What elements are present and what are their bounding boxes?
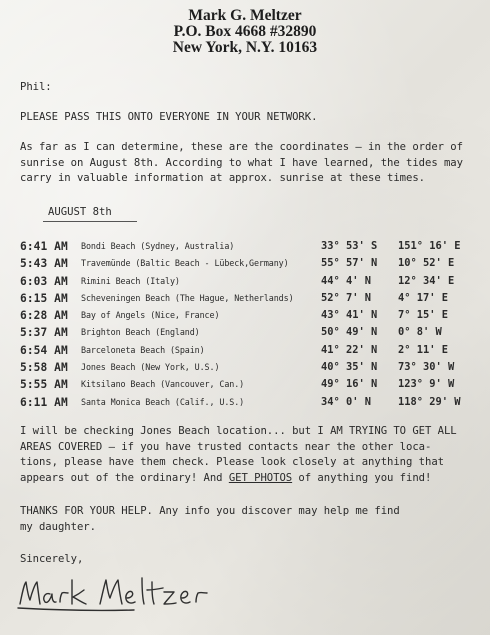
coordinates-table [20,240,482,413]
latitude: 55° 57' N [321,257,378,270]
body-line: AREAS COVERED – if you have trusted contacts near the other loca- [20,440,432,453]
thanks-line: THANKS FOR YOUR HELP. Any info you discover may help me find [20,505,400,517]
location-name: Rimini Beach (Italy) [81,275,180,286]
longitude: 4° 17' E [398,291,449,304]
longitude: 123° 9' W [398,378,455,391]
body-line: tions, please have them check. Please look closely at anything that [20,456,444,468]
table-row [20,240,482,257]
latitude: 40° 35' N [321,361,378,374]
table-row [20,344,482,361]
intro-line: sunrise on August 8th. According to what I have learned, the tides may [20,156,463,169]
table-row [20,361,482,378]
longitude: 151° 16' E [398,240,461,252]
date-heading: AUGUST 8th [48,206,112,218]
latitude: 41° 22' N [321,343,378,356]
sunrise-time: 6:03 AM [20,274,68,288]
sunrise-time: 6:11 AM [20,395,68,409]
longitude: 73° 30' W [398,361,455,374]
sender-name: Mark G. Meltzer [188,7,302,24]
longitude: 2° 11' E [398,343,449,356]
body-line [20,471,482,487]
longitude: 7° 15' E [398,309,449,322]
location-name: Bondi Beach (Sydney, Australia) [81,241,235,251]
location-name: Travemünde (Baltic Beach - Lübeck,Germany) [81,258,289,269]
date-underline [43,221,137,222]
table-row [20,257,482,274]
thanks-paragraph [20,504,482,535]
sunrise-time: 5:37 AM [20,326,68,340]
table-row [20,275,482,292]
letterhead [0,8,490,56]
location-name: Brighton Beach (England) [81,327,200,338]
body-paragraph [20,424,482,486]
sunrise-time: 6:41 AM [20,240,68,253]
intro-paragraph [20,140,480,187]
closing: Sincerely, [20,553,84,565]
sunrise-time: 6:54 AM [20,343,68,357]
latitude: 49° 16' N [321,378,378,391]
intro-line: carry in valuable information at approx. sunrise at these times. [20,172,425,184]
location-name: Kitsilano Beach (Vancouver, Can.) [81,379,245,390]
location-name: Santa Monica Beach (Calif., U.S.) [81,396,245,407]
latitude: 33° 53' S [321,240,378,252]
table-row [20,326,482,343]
longitude: 12° 34' E [398,274,455,287]
notice-line: PLEASE PASS THIS ONTO EVERYONE IN YOUR NETWORK. [20,111,318,123]
location-name: Bay of Angels (Nice, France) [81,310,220,321]
get-photos-emphasis: GET PHOTOS [228,471,293,484]
latitude: 50° 49' N [321,326,378,339]
sunrise-time: 5:58 AM [20,361,68,375]
sunrise-time: 5:55 AM [20,378,68,392]
salutation: Phil: [20,81,52,93]
intro-line: As far as I can determine, these are the coordinates – in the order of [20,141,463,153]
table-row [20,378,482,395]
latitude: 52° 7' N [321,291,372,304]
table-row [20,396,482,413]
location-name: Barceloneta Beach (Spain) [81,344,205,355]
sunrise-time: 5:43 AM [20,257,68,271]
latitude: 34° 0' N [321,395,372,408]
longitude: 10° 52' E [398,257,455,270]
sender-po-box: P.O. Box 4668 #32890 [173,23,317,40]
sender-city: New York, N.Y. 10163 [172,39,318,56]
location-name: Jones Beach (New York, U.S.) [81,362,220,373]
sunrise-time: 6:28 AM [20,309,68,323]
table-row [20,309,482,326]
table-row [20,292,482,309]
location-name: Scheveningen Beach (The Hague, Netherlands) [81,292,294,303]
latitude: 44° 4' N [321,274,372,287]
longitude: 118° 29' W [398,395,461,408]
sunrise-time: 6:15 AM [20,291,68,305]
body-text: appears out of the ordinary! And [20,471,229,484]
latitude: 43° 41' N [321,309,378,322]
thanks-line: my daughter. [20,520,96,533]
body-line: I will be checking Jones Beach location... but I AM TRYING TO GET ALL [20,425,457,437]
signature-image [14,568,224,620]
body-text: of anything you find! [292,471,432,484]
longitude: 0° 8' W [398,326,442,339]
